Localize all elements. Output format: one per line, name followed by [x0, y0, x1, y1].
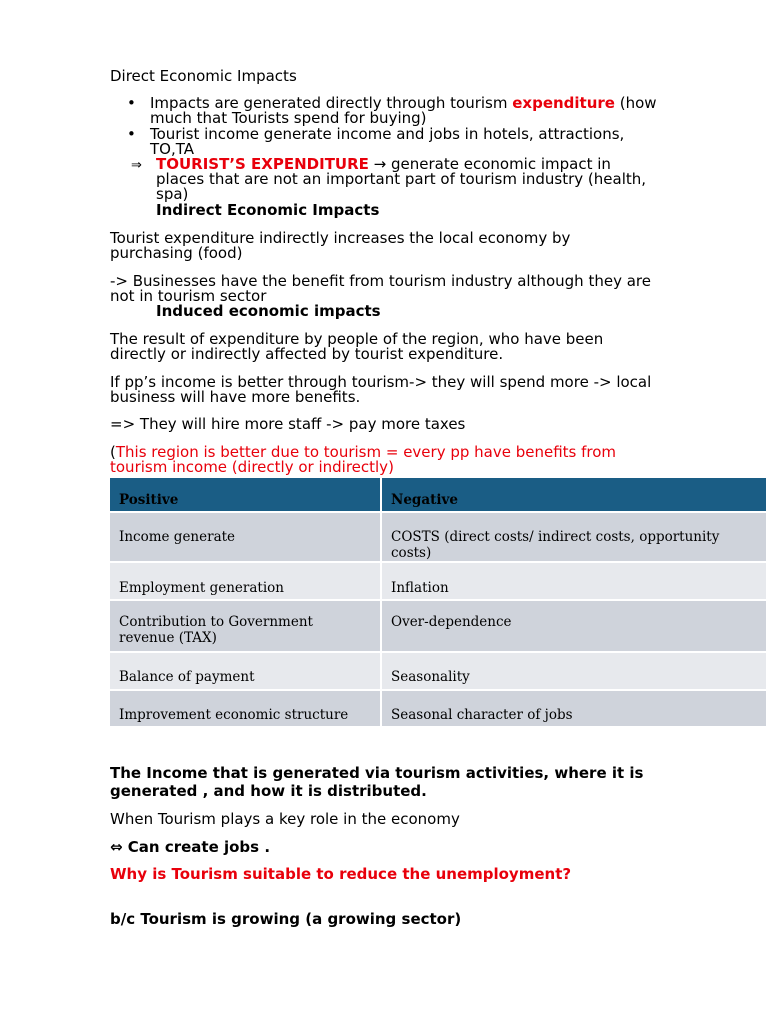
red-note-line: This region is better due to tourism = every pp have benefits from — [115, 443, 617, 461]
heading-induced-economic-impacts: Induced economic impacts — [156, 302, 381, 320]
emphasis-tourists-expenditure: TOURIST’S EXPENDITURE — [156, 155, 369, 173]
bullet-text: TO,TA — [150, 140, 194, 158]
table-cell: Income generate — [110, 513, 382, 563]
paragraph-line: purchasing (food) — [110, 244, 243, 262]
table-cell: Seasonality — [382, 653, 768, 691]
bullet-text: (how — [614, 94, 657, 112]
table-cell: Contribution to Government revenue (TAX) — [110, 601, 382, 653]
paragraph-line: directly or indirectly affected by tourist expenditure. — [110, 345, 504, 363]
table-header-positive: Positive — [110, 478, 382, 513]
red-note — [110, 445, 750, 475]
paragraph-line: Tourist expenditure indirectly increases the local economy by — [110, 229, 571, 247]
income-heading-line: The Income that is generated via tourism activities, where it is — [110, 764, 644, 782]
double-arrow-both-icon: ⇔ — [110, 838, 123, 856]
table-cell: Employment generation — [110, 563, 382, 601]
paragraph — [110, 332, 750, 362]
growing-sector-text: b/c Tourism is growing (a growing sector) — [110, 910, 462, 928]
paragraph — [110, 231, 710, 261]
impacts-table — [110, 478, 768, 728]
bullet-icon: • — [127, 125, 136, 143]
paragraph-line: not in tourism sector — [110, 287, 267, 305]
table-cell: Over-dependence — [382, 601, 768, 653]
table-header-row — [110, 478, 768, 513]
table-header-negative: Negative — [382, 478, 768, 513]
bullet-text: Tourist income generate income and jobs in hotels, attractions, — [150, 125, 625, 143]
create-jobs-line — [110, 840, 270, 855]
emphasis-expenditure: expenditure — [512, 94, 615, 112]
open-paren: ( — [110, 443, 116, 461]
income-heading — [110, 764, 750, 800]
arrow-item-line: spa) — [156, 185, 189, 203]
table-cell: Seasonal character of jobs — [382, 691, 768, 728]
paragraph — [110, 375, 750, 405]
arrow-item-line: → generate economic impact in — [368, 155, 611, 173]
bullet-text: Impacts are generated directly through tourism — [150, 94, 513, 112]
table-row — [110, 601, 768, 653]
create-jobs-text: Can create jobs . — [122, 838, 271, 856]
arrow-item-text — [156, 157, 716, 202]
paragraph-line: If pp’s income is better through tourism-> they will spend more -> local — [110, 373, 652, 391]
table-cell: Balance of payment — [110, 653, 382, 691]
paragraph-line: -> Businesses have the benefit from tourism industry although they are — [110, 272, 651, 290]
table-row — [110, 513, 768, 563]
red-note-line: tourism income (directly or indirectly) — [110, 458, 394, 476]
table-row — [110, 563, 768, 601]
heading-indirect-economic-impacts: Indirect Economic Impacts — [156, 201, 380, 219]
income-heading-line: generated , and how it is distributed. — [110, 782, 427, 800]
arrow-item — [131, 157, 142, 173]
bullet-icon: • — [127, 94, 136, 112]
paragraph-line: business will have more benefits. — [110, 388, 361, 406]
heading-direct-economic-impacts: Direct Economic Impacts — [110, 67, 297, 85]
table-row — [110, 691, 768, 728]
bullet-text: much that Tourists spend for buying) — [150, 109, 427, 127]
table-cell: Inflation — [382, 563, 768, 601]
key-role-text: When Tourism plays a key role in the economy — [110, 810, 460, 828]
table-row — [110, 653, 768, 691]
paragraph — [110, 274, 750, 304]
arrow-item-line: places that are not an important part of tourism industry (health, — [156, 170, 647, 188]
question-text: Why is Tourism suitable to reduce the unemployment? — [110, 865, 572, 883]
paragraph-line: The result of expenditure by people of the region, who have been — [110, 330, 604, 348]
double-arrow-right-icon: ⇒ — [131, 158, 142, 173]
paragraph: => They will hire more staff -> pay more taxes — [110, 415, 466, 433]
table-cell: COSTS (direct costs/ indirect costs, opportunity costs) — [382, 513, 768, 563]
table-cell: Improvement economic structure — [110, 691, 382, 728]
